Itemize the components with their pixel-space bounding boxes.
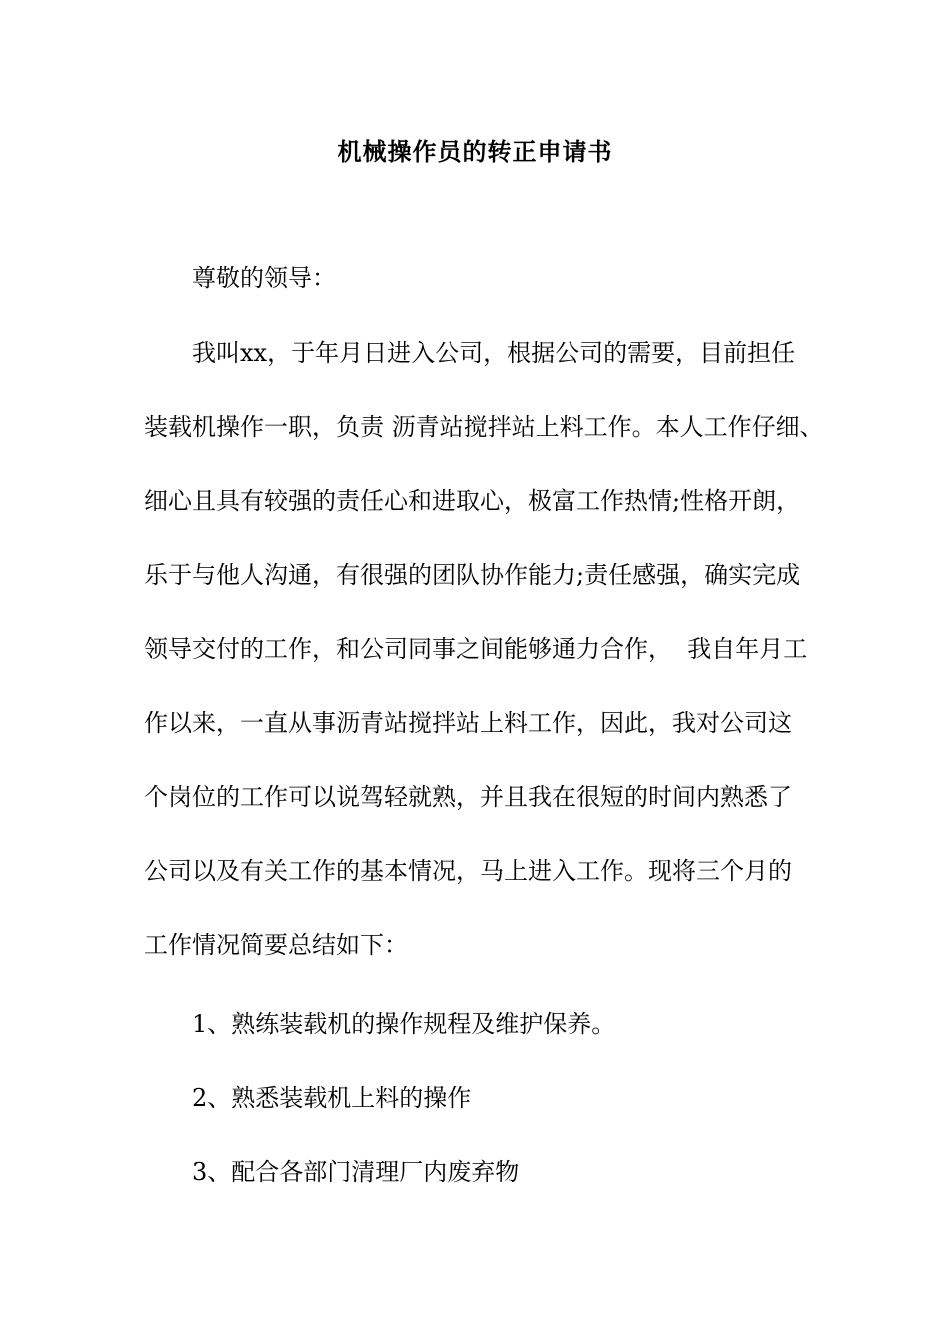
body-line-4: 乐于与他人沟通，有很强的团队协作能力;责任感强，确实完成 xyxy=(144,561,801,589)
body-line-2: 装载机操作一职，负责 沥青站搅拌站上料工作。本人工作仔细、 xyxy=(144,413,824,441)
body-line-8: 公司以及有关工作的基本情况，马上进入工作。现将三个月的 xyxy=(144,857,792,885)
list-item-2: 2、熟悉装载机上料的操作 xyxy=(192,1084,472,1112)
body-line-3: 细心且具有较强的责任心和进取心，极富工作热情;性格开朗， xyxy=(144,487,801,515)
body-line-1: 我叫xx，于年月日进入公司，根据公司的需要，目前担任 xyxy=(192,339,796,367)
list-item-3: 3、配合各部门清理厂内废弃物 xyxy=(192,1158,520,1186)
document-title: 机械操作员的转正申请书 xyxy=(337,137,613,166)
body-line-9: 工作情况简要总结如下： xyxy=(144,931,408,959)
list-item-1: 1、熟练装载机的操作规程及维护保养。 xyxy=(192,1010,616,1038)
body-line-5: 领导交付的工作，和公司同事之间能够通力合作， 我自年月工 xyxy=(144,635,808,663)
salutation: 尊敬的领导： xyxy=(192,264,336,292)
body-line-7: 个岗位的工作可以说驾轻就熟，并且我在很短的时间内熟悉了 xyxy=(144,783,792,811)
body-line-6: 作以来，一直从事沥青站搅拌站上料工作，因此，我对公司这 xyxy=(144,709,792,737)
